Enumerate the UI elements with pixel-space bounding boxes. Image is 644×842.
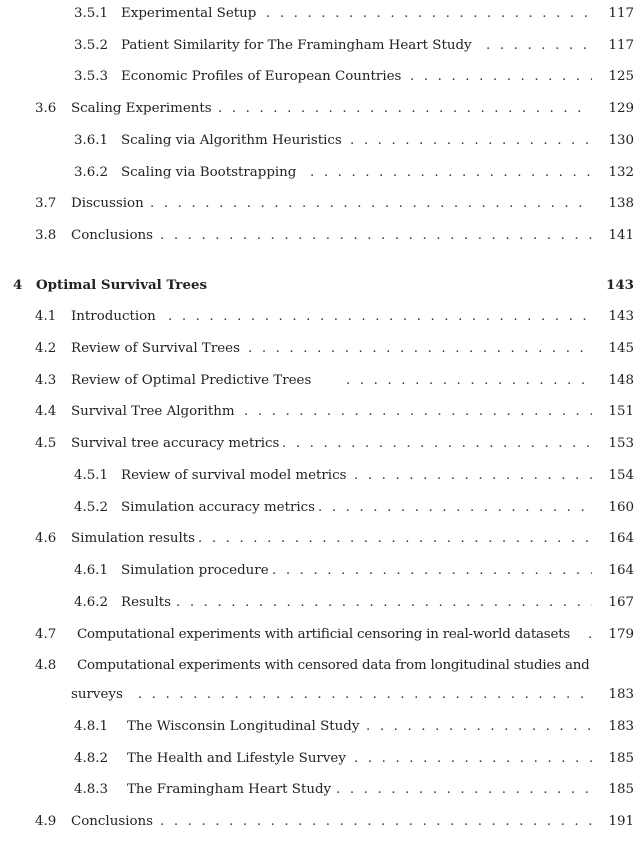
- page-number: 179: [608, 627, 634, 642]
- toc-entry[interactable]: [0, 226, 644, 246]
- leader-dots: [366, 717, 592, 737]
- section-number: 3.6: [35, 101, 57, 116]
- page-number: 143: [606, 277, 634, 293]
- section-number: 3.5.2: [74, 38, 109, 53]
- section-title: Scaling via Algorithm Heuristics: [121, 131, 346, 151]
- page-number: 148: [608, 373, 634, 388]
- page-number: 117: [608, 6, 634, 21]
- page-number: 167: [608, 595, 634, 610]
- toc-entry[interactable]: [0, 466, 644, 486]
- section-number: 3.7: [35, 196, 57, 211]
- toc-entry[interactable]: [0, 561, 644, 581]
- page-number: 117: [608, 38, 634, 53]
- chapter-title: Optimal Survival Trees: [36, 275, 211, 295]
- section-title: Economic Profiles of European Countries: [121, 67, 405, 87]
- toc-entry[interactable]: [0, 67, 644, 87]
- section-title: Review of Survival Trees: [71, 339, 244, 359]
- page-number: 153: [608, 436, 634, 451]
- toc-entry[interactable]: [0, 99, 644, 119]
- toc-entry[interactable]: [0, 529, 644, 549]
- section-title: The Wisconsin Longitudinal Study: [127, 717, 363, 737]
- leader-dots: [350, 131, 592, 151]
- section-title: Patient Similarity for The Framingham Heart Study: [121, 36, 476, 56]
- toc-entry[interactable]: [0, 36, 644, 56]
- page-number: 183: [608, 719, 634, 734]
- toc-entry-multiline[interactable]: [0, 656, 644, 676]
- leader-dots: [272, 561, 592, 581]
- section-number: 3.5.3: [74, 69, 109, 84]
- toc-entry[interactable]: [0, 498, 644, 518]
- page-number: 145: [608, 341, 634, 356]
- section-number: 4.3: [35, 373, 57, 388]
- section-title: Simulation results: [71, 529, 199, 549]
- section-title: Scaling via Bootstrapping: [121, 163, 300, 183]
- section-number: 4.4: [35, 404, 57, 419]
- section-number: 4.9: [35, 814, 57, 829]
- section-number: 4.8: [35, 658, 57, 673]
- toc-entry-continuation[interactable]: [0, 685, 644, 705]
- leader-dots: [486, 36, 592, 56]
- section-title: Introduction: [71, 307, 160, 327]
- toc-entry[interactable]: [0, 371, 644, 391]
- section-number: 3.5.1: [74, 6, 109, 21]
- leader-dots: [282, 434, 592, 454]
- leader-dots: [198, 529, 592, 549]
- leader-dots: [244, 402, 592, 422]
- page-number: 125: [608, 69, 634, 84]
- leader-dots: [176, 593, 592, 613]
- section-title: The Framingham Heart Study: [127, 780, 335, 800]
- section-number: 3.8: [35, 228, 57, 243]
- section-number: 4.5: [35, 436, 57, 451]
- section-title: Scaling Experiments: [71, 99, 216, 119]
- page-number: 160: [608, 500, 634, 515]
- leader-dots: [310, 163, 592, 183]
- leader-dots: [160, 812, 592, 832]
- section-title: Survival Tree Algorithm: [71, 402, 239, 422]
- toc-entry[interactable]: [0, 339, 644, 359]
- section-number: 4.5.2: [74, 500, 109, 515]
- section-number: 4.6: [35, 531, 57, 546]
- section-number: 4.6.1: [74, 563, 109, 578]
- section-title: Conclusions: [71, 812, 157, 832]
- section-title: Results: [121, 593, 175, 613]
- page-number: 183: [608, 687, 634, 702]
- leader-dots: [336, 780, 592, 800]
- page-number: 132: [608, 165, 634, 180]
- page-number: 143: [608, 309, 634, 324]
- section-number: 4.2: [35, 341, 57, 356]
- page-number: 141: [608, 228, 634, 243]
- toc-entry[interactable]: [0, 194, 644, 214]
- leader-dots: [318, 498, 592, 518]
- toc-entry[interactable]: [0, 780, 644, 800]
- page-number: 185: [608, 782, 634, 797]
- toc-entry[interactable]: [0, 717, 644, 737]
- leader-dots: [588, 625, 598, 645]
- section-title: Experimental Setup: [121, 4, 260, 24]
- page-number: 185: [608, 751, 634, 766]
- section-title: Review of survival model metrics: [121, 466, 350, 486]
- section-title: Survival tree accuracy metrics: [71, 434, 283, 454]
- section-number: 3.6.1: [74, 133, 109, 148]
- leader-dots: [354, 466, 592, 486]
- section-title-continuation: surveys: [71, 685, 127, 705]
- leader-dots: [160, 226, 592, 246]
- toc-entry[interactable]: [0, 625, 644, 645]
- page-number: 138: [608, 196, 634, 211]
- leader-dots: [168, 307, 592, 327]
- section-title: Computational experiments with censored data from longitudinal studies and: [77, 656, 594, 676]
- section-title: Simulation procedure: [121, 561, 273, 581]
- page-number: 164: [608, 563, 634, 578]
- section-number: 4.8.1: [74, 719, 109, 734]
- toc-entry[interactable]: [0, 593, 644, 613]
- toc-entry[interactable]: [0, 749, 644, 769]
- section-title: The Health and Lifestyle Survey: [127, 749, 350, 769]
- page-number: 129: [608, 101, 634, 116]
- section-number: 4.6.2: [74, 595, 109, 610]
- section-number: 3.6.2: [74, 165, 109, 180]
- section-number: 4.8.3: [74, 782, 109, 797]
- leader-dots: [150, 194, 592, 214]
- section-title: Conclusions: [71, 226, 157, 246]
- leader-dots: [124, 685, 592, 705]
- toc-entry[interactable]: [0, 131, 644, 151]
- section-number: 4.7: [35, 627, 57, 642]
- section-number: 4.5.1: [74, 468, 109, 483]
- toc-entry[interactable]: [0, 434, 644, 454]
- section-number: 4.8.2: [74, 751, 109, 766]
- page-number: 154: [608, 468, 634, 483]
- leader-dots: [410, 67, 592, 87]
- toc-entry[interactable]: [0, 812, 644, 832]
- toc-entry[interactable]: [0, 307, 644, 327]
- leader-dots: [218, 99, 592, 119]
- page-number: 191: [608, 814, 634, 829]
- section-title: Review of Optimal Predictive Trees: [71, 371, 315, 391]
- page-number: 151: [608, 404, 634, 419]
- section-number: 4.1: [35, 309, 57, 324]
- section-title: Discussion: [71, 194, 148, 214]
- page-number: 130: [608, 133, 634, 148]
- toc-chapter-entry[interactable]: [0, 275, 644, 295]
- toc-entry[interactable]: [0, 402, 644, 422]
- leader-dots: [248, 339, 592, 359]
- leader-dots: [266, 4, 592, 24]
- section-title: Computational experiments with artificial censoring in real-world datasets: [77, 625, 574, 645]
- toc-entry[interactable]: [0, 163, 644, 183]
- page-number: 164: [608, 531, 634, 546]
- toc-entry[interactable]: [0, 4, 644, 24]
- chapter-number: 4: [13, 277, 23, 293]
- section-title: Simulation accuracy metrics: [121, 498, 319, 518]
- leader-dots: [346, 371, 592, 391]
- leader-dots: [354, 749, 592, 769]
